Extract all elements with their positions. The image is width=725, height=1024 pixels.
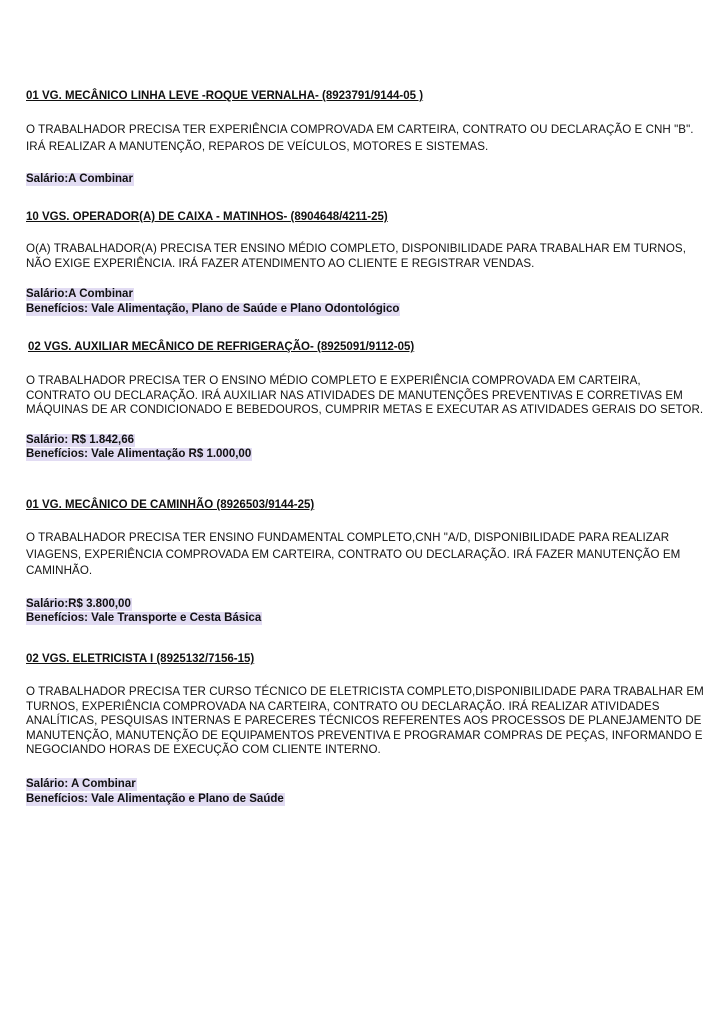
job-listing (28, 340, 708, 354)
job-title: 01 VG. MECÂNICO LINHA LEVE -ROQUE VERNALHA- (8923791/9144-05 ) (26, 90, 424, 102)
job-description: O(A) TRABALHADOR(A) PRECISA TER ENSINO MÉDIO COMPLETO, DISPONIBILIDADE PARA TRABALHAR EM TURNOS, NÃO EXIGE EXPERIÊNCIA. IRÁ FAZER ATENDIMENTO AO CLIENTE E REGISTRAR VENDAS. (26, 242, 686, 270)
job-listing (26, 89, 706, 187)
job-benefits: Benefícios: Vale Alimentação, Plano de Saúde e Plano Odontológico (26, 302, 400, 315)
job-benefits: Benefícios: Vale Alimentação R$ 1.000,00 (26, 448, 252, 461)
job-description: O TRABALHADOR PRECISA TER ENSINO FUNDAMENTAL COMPLETO,CNH "A/D, DISPONIBILIDADE PARA REALIZAR VIAGENS, EXPERIÊNCIA COMPROVADA EM CARTEIRA, CONTRATO OU DECLARAÇÃO. IRÁ FAZER MANUTENÇÃO EM CAMINHÃO. (26, 531, 681, 577)
job-title: 10 VGS. OPERADOR(A) DE CAIXA - MATINHOS- (8904648/4211-25) (26, 211, 388, 223)
job-title: 02 VGS. ELETRICISTA I (8925132/7156-15) (26, 653, 255, 665)
job-benefits: Benefícios: Vale Alimentação e Plano de Saúde (26, 792, 284, 805)
job-salary: Salário:R$ 3.800,00 (26, 597, 131, 610)
job-title: 01 VG. MECÂNICO DE CAMINHÃO (8926503/9144-25) (26, 499, 315, 511)
job-salary: Salário:A Combinar (26, 173, 133, 185)
job-title: 02 VGS. AUXILIAR MECÂNICO DE REFRIGERAÇÃO- (8925091/9112-05) (28, 341, 415, 353)
job-salary: Salário:A Combinar (26, 288, 133, 301)
job-salary: Salário: A Combinar (26, 777, 136, 790)
job-salary: Salário: R$ 1.842,66 (26, 433, 135, 446)
job-description: O TRABALHADOR PRECISA TER EXPERIÊNCIA COMPROVADA EM CARTEIRA, CONTRATO OU DECLARAÇÃO E CNH "B". IRÁ REALIZAR A MANUTENÇÃO, REPAROS DE VEÍCULOS, MOTORES E SISTEMAS. (26, 123, 694, 153)
job-listing-body (26, 374, 706, 462)
job-description: O TRABALHADOR PRECISA TER CURSO TÉCNICO DE ELETRICISTA COMPLETO,DISPONIBILIDADE PARA TRABALHAR EM TURNOS, EXPERIÊNCIA COMPROVADA NA CARTEIRA, CONTRATO OU DECLARAÇÃO. IRÁ REALIZAR ATIVIDADES ANALÍTICAS, PESQUISAS INTERNAS E PARECERES TÉCNICOS REFERENTES AOS PROCESSOS DE PLANEJAMENTO DE MANUTENÇÃO, MANUTENÇÃO DE EQUIPAMENTOS PREVENTIVA E PROGRAMAR COMPRAS DE PEÇAS, INFORMANDO E NEGOCIANDO HORAS DE EXECUÇÃO COM CLIENTE INTERNO. (26, 685, 704, 757)
job-description: O TRABALHADOR PRECISA TER O ENSINO MÉDIO COMPLETO E EXPERIÊNCIA COMPROVADA EM CARTEIRA, CONTRATO OU DECLARAÇÃO. IRÁ AUXILIAR NAS ATIVIDADES DE MANUTENÇÕES PREVENTIVAS E CORRETIVAS EM MÁQUINAS DE AR CONDICIONADO E BEBEDOUROS, CUMPRIR METAS E EXECUTAR AS ATIVIDADES GERAIS DO SETOR. (26, 374, 704, 417)
job-listing (26, 652, 706, 806)
job-listing (26, 498, 706, 626)
job-listing (26, 210, 706, 316)
job-benefits: Benefícios: Vale Transporte e Cesta Básica (26, 612, 262, 625)
